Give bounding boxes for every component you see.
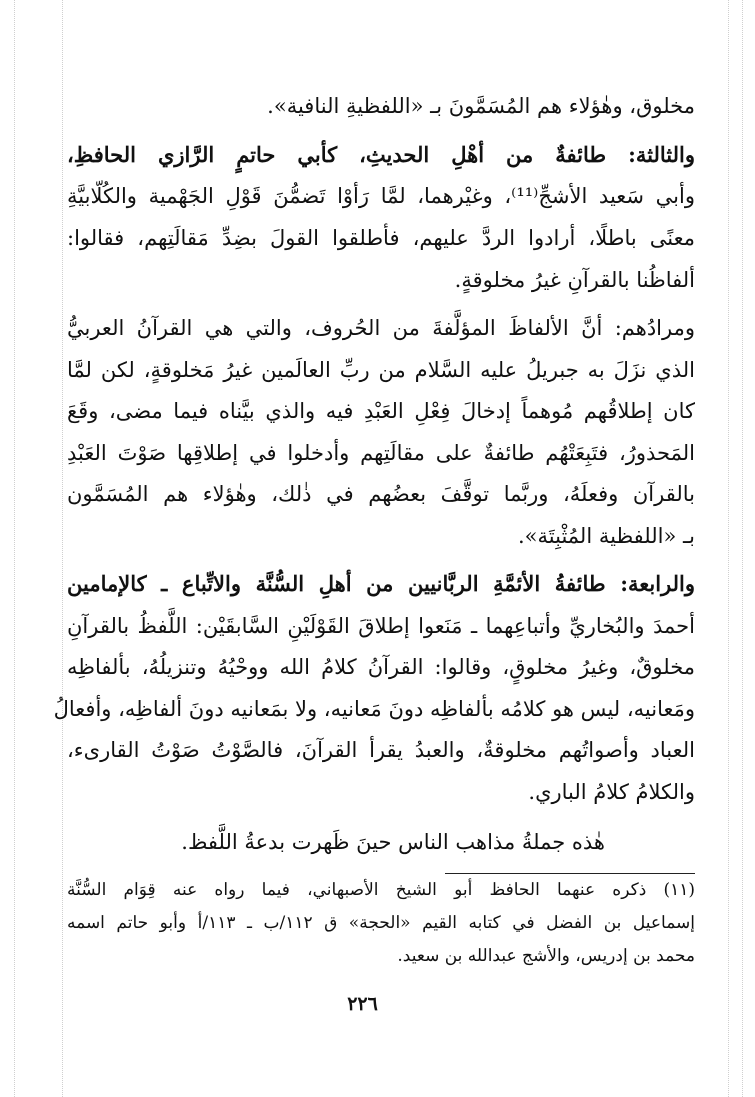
page-number: ٢٢٦ — [347, 993, 378, 1015]
footnote-line: إسماعيل بن الفضل في كتابه القيم «الحجة» ق ١١٢/ب ـ ١١٣/أ وأبو حاتم اسمه — [67, 913, 695, 933]
text-line: بالقرآن وفعلَهُ، وربَّما توقَّفَ بعضُهم في ذٰلك، وهٰؤلاء هم المُسَمَّون — [67, 482, 695, 506]
text-line: أحمدَ والبُخاريِّ وأتباعِهما ـ مَنَعوا إطلاقَ القَوْلَيْنِ السَّابقَيْن: اللَّفظُ بالقرآنِ — [67, 614, 695, 638]
text-line: المَحذورُ، فتَبِعَتْهُم طائفةٌ على مقالَتِهم وأدخلوا في إطلاقِها صَوْتَ العَبْدِ — [67, 441, 695, 465]
text-line: بـ «اللفظية المُثْبِتَة». — [518, 524, 695, 548]
text-line: الذي نزَلَ به جبريلُ عليه السَّلام من ربِّ العالَمين غيرُ مَخلوقةٍ، لكن لمَّا — [67, 358, 695, 382]
closing-line: هٰذه جملةُ مذاهب الناس حينَ ظَهرت بدعةُ اللَّفظ. — [181, 830, 605, 854]
text-line: وأبي سَعيد الأشجِّ⁽¹¹⁾، وغيْرهما، لمَّا رَأوْا تَضمُّنَ قَوْلِ الجَهْمية والكُلّابيَّةِ — [67, 184, 695, 208]
scan-edge-left-outer — [14, 0, 15, 1097]
text-line: والكلامُ كلامُ الباري. — [528, 780, 695, 804]
text-line: مخلوقٌ، وغيرُ مخلوقٍ، وقالوا: القرآنُ كلامُ الله ووحْيُهُ وتنزيلُهُ، بألفاظِه — [67, 655, 695, 679]
paragraph-fourth-line: والرابعة: طائفةُ الأئمَّةِ الربَّانيين من أهلِ السُّنَّة والاتِّباع ـ كالإمامين — [67, 571, 695, 596]
scan-edge-left-inner — [62, 0, 63, 1097]
text-line: ومَعانيه، ليس هو كلامُه بألفاظِه دونَ مَعانيه، ولا بمَعانيه دونَ ألفاظِه، وأفعالُ — [53, 697, 695, 721]
scan-edge-right-inner — [728, 0, 729, 1097]
footnote-line: (١١) ذكره عنهما الحافظ أبو الشيخ الأصبهاني، فيما رواه عنه قِوَام السُّنَّة — [67, 880, 695, 900]
text-line: معنًى باطلًا، أرادوا الردَّ عليهم، فأطلقوا القولَ بضِدِّ مَقالَتِهم، فقالوا: — [67, 226, 695, 250]
paragraph-third-line: والثالثة: طائفةٌ من أهْلِ الحديثِ، كأبي حاتمٍ الرَّازي الحافظِ، — [67, 142, 695, 167]
text-line: العباد وأصواتُهم مخلوقةٌ، والعبدُ يقرأ القرآنَ، فالصَّوْتُ صَوْتُ القارىء، — [67, 738, 695, 762]
text-line: مخلوق، وهٰؤلاء هم المُسَمَّونَ بـ «اللفظيةِ النافية». — [267, 94, 695, 118]
text-line: كان إطلاقُهم مُوهماً إدخالَ فِعْلِ العَبْدِ فيه والذي بيَّناه فيما مضى، وقَعَ — [67, 399, 695, 423]
scan-edge-right-outer — [742, 0, 743, 1097]
paragraph-intent-line: ومرادُهم: أنَّ الألفاظَ المؤلَّفةَ من الحُروف، والتي هي القرآنُ العربيُّ — [67, 316, 695, 340]
footnote — [53, 0, 695, 990]
text-line: ألفاظُنا بالقرآنِ غيرُ مخلوقةٍ. — [454, 268, 695, 292]
footnote-line: محمد بن إدريس، والأشج عبدالله بن سعيد. — [397, 946, 695, 966]
